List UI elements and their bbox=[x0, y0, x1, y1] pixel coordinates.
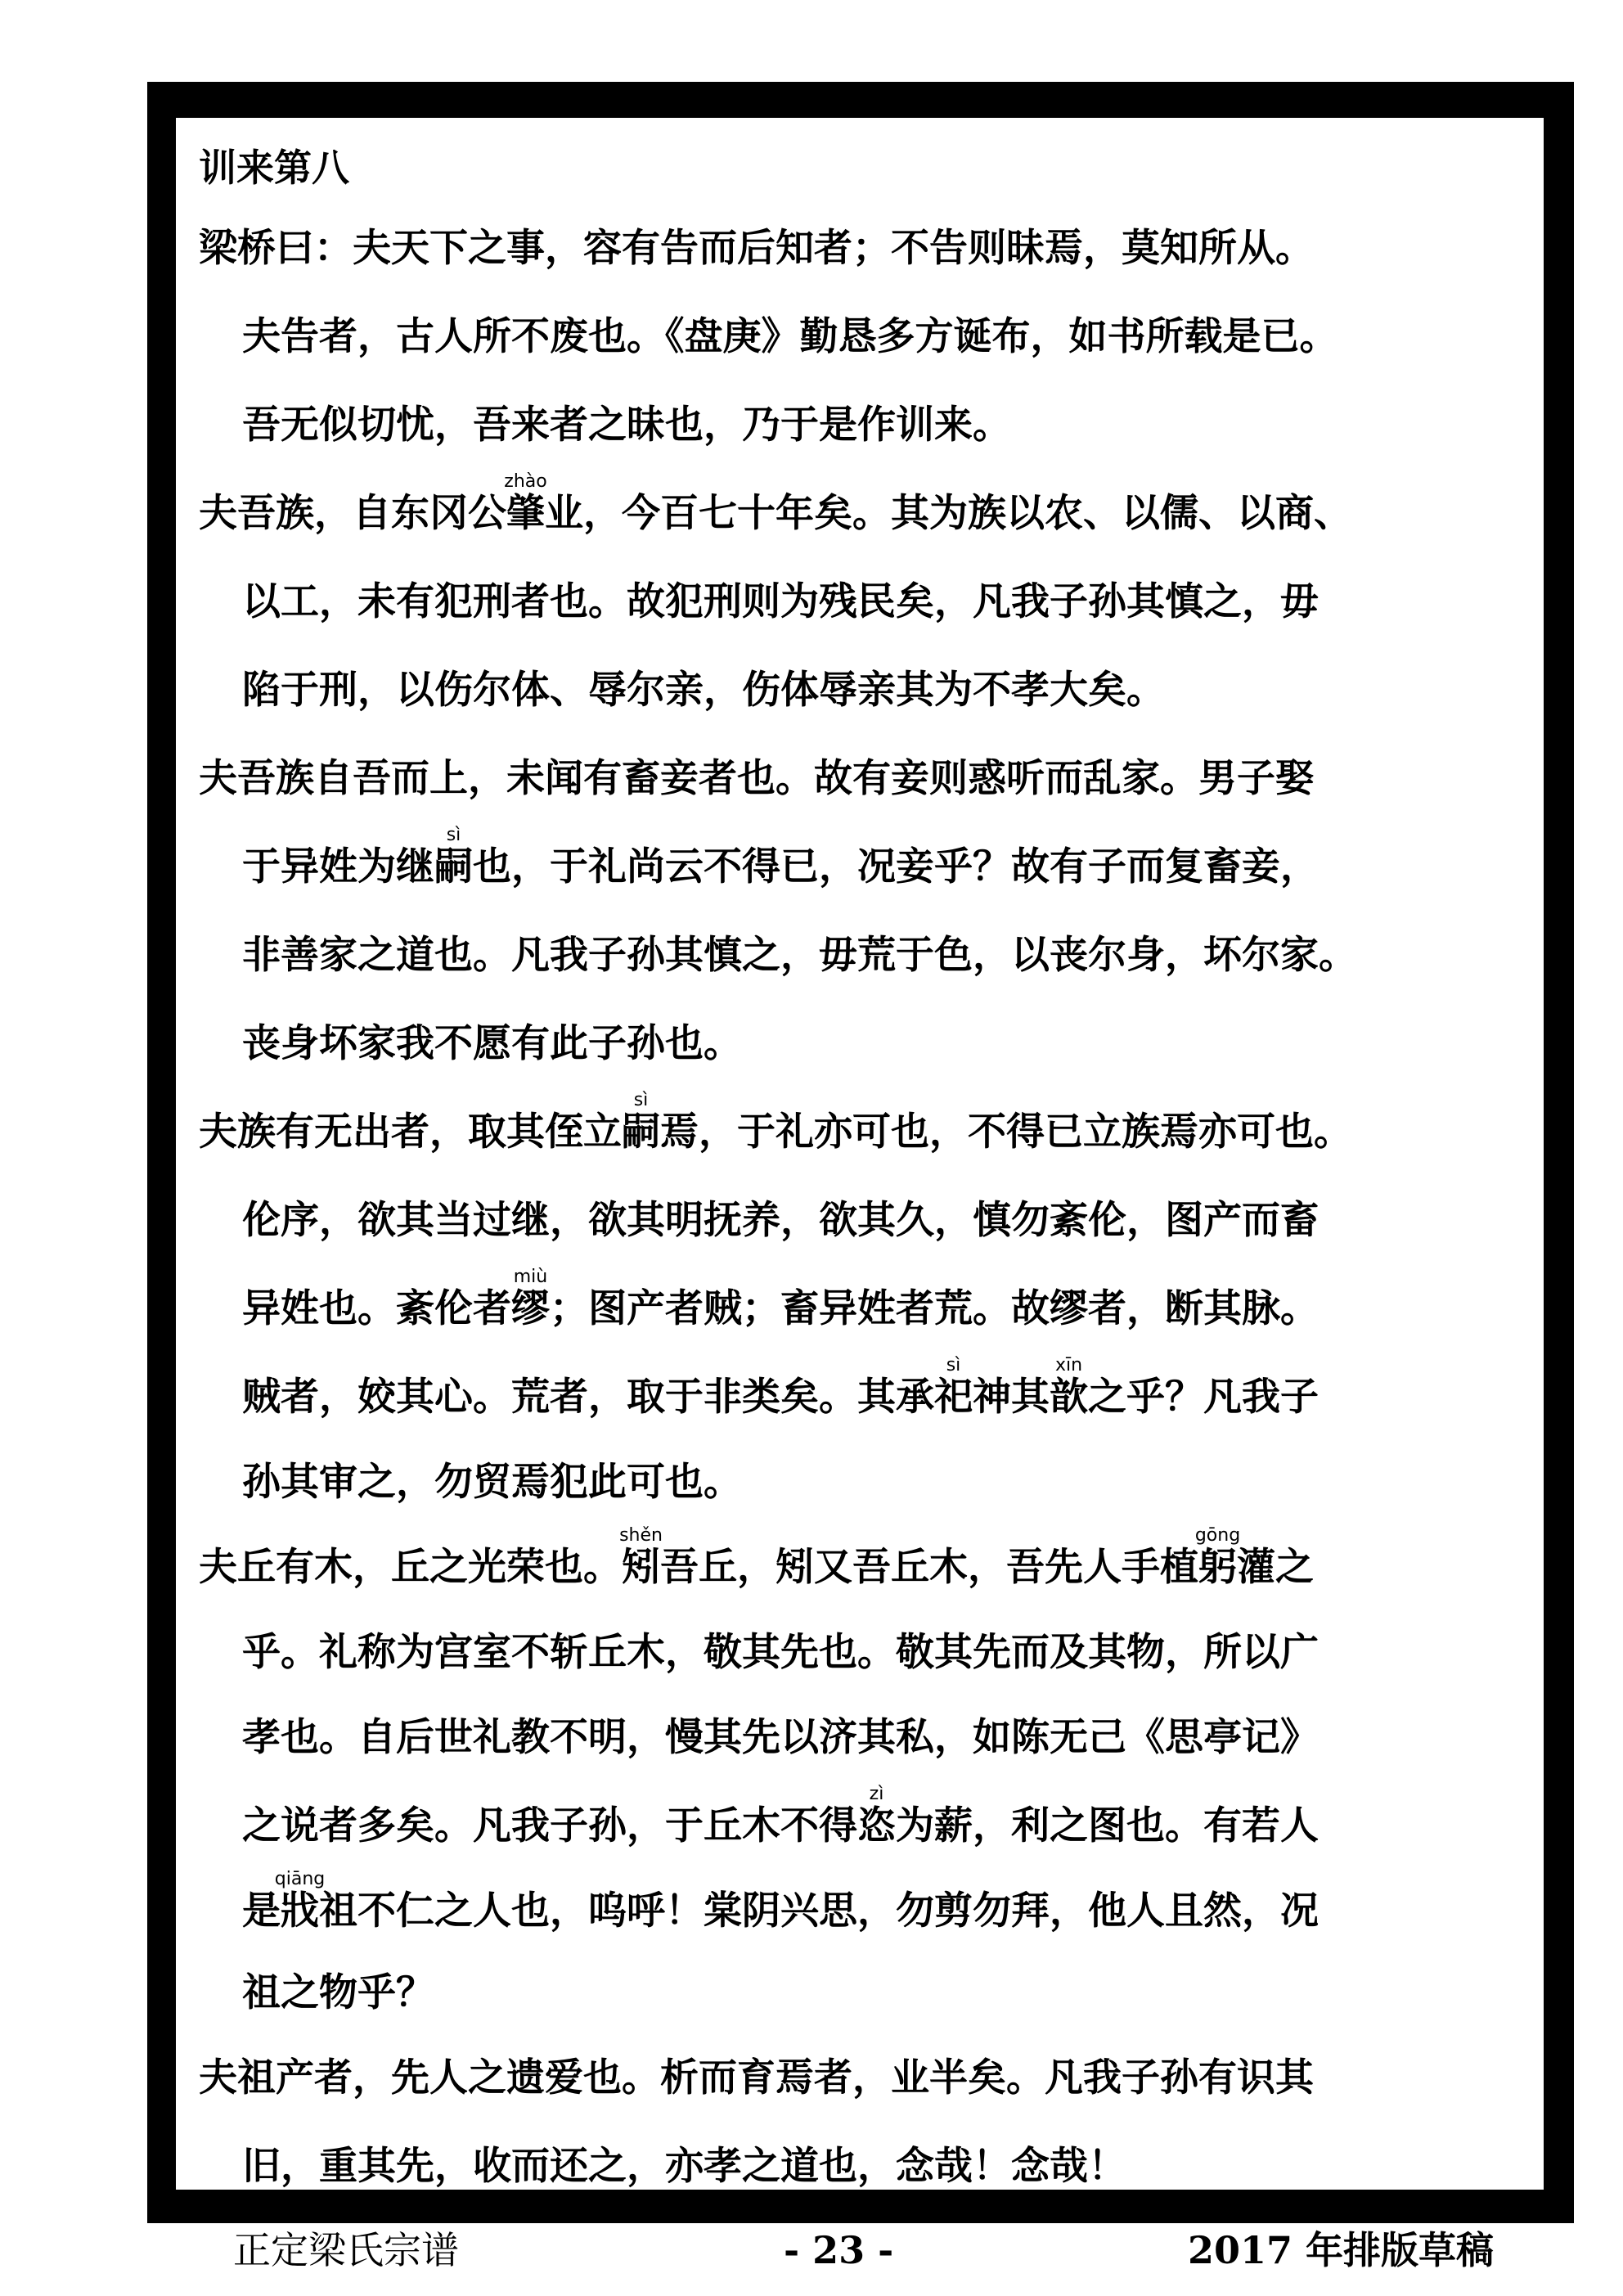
text-line: 以工，未有犯刑者也。故犯刑则为残民矣，凡我子孙其慎之，毋 bbox=[242, 579, 1319, 624]
pinyin-annotation: 嗣sì bbox=[622, 1090, 660, 1155]
text-line: 贼者，姣其心。荒者，取于非类矣。其承祀sì神其歆xīn之乎？凡我子 bbox=[242, 1355, 1319, 1420]
text-line: 孙其审之，勿贸焉犯此可也。 bbox=[242, 1460, 742, 1505]
text-line: 是戕qiāng祖不仁之人也，呜呼！棠阴兴思，勿剪勿拜，他人且然，况 bbox=[242, 1869, 1319, 1934]
footer-book-title: 正定梁氏宗谱 bbox=[233, 2228, 459, 2272]
footer-draft-note: 2017 年排版草稿 bbox=[1188, 2228, 1495, 2272]
text-line: 陷于刑，以伤尔体、辱尔亲，伤体辱亲其为不孝大矣。 bbox=[242, 668, 1165, 713]
text-line: 孝也。自后世礼教不明，慢其先以济其私，如陈无己《思亭记》 bbox=[242, 1715, 1319, 1760]
page-footer bbox=[147, 2222, 1574, 2279]
paragraph-5 bbox=[199, 1524, 1524, 2034]
section-title: 训来第八 bbox=[199, 146, 349, 190]
text-line: 吾无似切忧，吾来者之昧也，乃于是作训来。 bbox=[242, 403, 1011, 448]
page-number: - 23 - bbox=[784, 2228, 894, 2272]
text-line: 丧身坏家我不愿有此子孙也。 bbox=[242, 1021, 742, 1066]
pinyin-annotation: 戕qiāng bbox=[274, 1869, 326, 1934]
text-line: 伦序，欲其当过继，欲其明抚养，欲其久，慎勿紊伦，图产而畜 bbox=[242, 1198, 1319, 1243]
pinyin-annotation: 歆xīn bbox=[1050, 1355, 1088, 1420]
text-line: 夫告者，古人所不废也。《盘庚》勤恳多方诞布，如书所载是已。 bbox=[242, 314, 1338, 359]
pinyin-annotation: 恣zì bbox=[857, 1784, 896, 1848]
text-line: 夫吾族，自东冈公肇zhào业，今百七十年矣。其为族以农、以儒、以商、 bbox=[199, 471, 1352, 536]
pinyin-annotation: 缪miù bbox=[511, 1267, 550, 1331]
pinyin-annotation: 躬gōng bbox=[1194, 1525, 1241, 1590]
text-line: 旧，重其先，收而还之，亦孝之道也，念哉！念哉！ bbox=[242, 2144, 1126, 2189]
pinyin-annotation: 嗣sì bbox=[434, 825, 473, 889]
text-line: 夫祖产者，先人之遗爱也。析而育焉者，业半矣。凡我子孙有识其 bbox=[199, 2055, 1314, 2100]
document-body bbox=[199, 131, 1524, 2211]
text-line: 于异姓为继嗣sì也，于礼尚云不得已，况妾乎？故有子而复畜妾， bbox=[242, 825, 1319, 889]
paragraph-2 bbox=[199, 470, 1524, 735]
text-line: 祖之物乎？ bbox=[242, 1970, 434, 2015]
paragraph-4 bbox=[199, 1088, 1524, 1524]
text-line: 夫吾族自吾而上，未闻有畜妾者也。故有妾则惑听而乱家。男子娶 bbox=[199, 756, 1314, 801]
text-line: 之说者多矣。凡我子孙，于丘木不得恣zì为薪，利之图也。有若人 bbox=[242, 1784, 1319, 1848]
text-line: 梁桥曰：夫天下之事，容有告而后知者；不告则昧焉，莫知所从。 bbox=[199, 226, 1314, 271]
paragraph-1 bbox=[199, 205, 1524, 470]
pinyin-annotation: 矧shěn bbox=[619, 1525, 663, 1590]
pinyin-annotation: 祀sì bbox=[934, 1355, 973, 1420]
pinyin-annotation: 肇zhào bbox=[504, 471, 547, 536]
paragraph-6 bbox=[199, 2034, 1524, 2211]
text-line: 夫族有无出者，取其侄立嗣sì焉，于礼亦可也，不得已立族焉亦可也。 bbox=[199, 1090, 1352, 1155]
text-line: 异姓也。紊伦者缪miù；图产者贼；畜异姓者荒。故缪者，断其脉。 bbox=[242, 1267, 1319, 1331]
paragraph-3 bbox=[199, 735, 1524, 1088]
text-line: 夫丘有木，丘之光荣也。矧shěn吾丘，矧又吾丘木，吾先人手植躬gōng灌之 bbox=[199, 1525, 1314, 1590]
text-line: 乎。礼称为宫室不斩丘木，敬其先也。敬其先而及其物，所以广 bbox=[242, 1630, 1319, 1675]
text-line: 非善家之道也。凡我子孙其慎之，毋荒于色，以丧尔身，坏尔家。 bbox=[242, 933, 1357, 978]
